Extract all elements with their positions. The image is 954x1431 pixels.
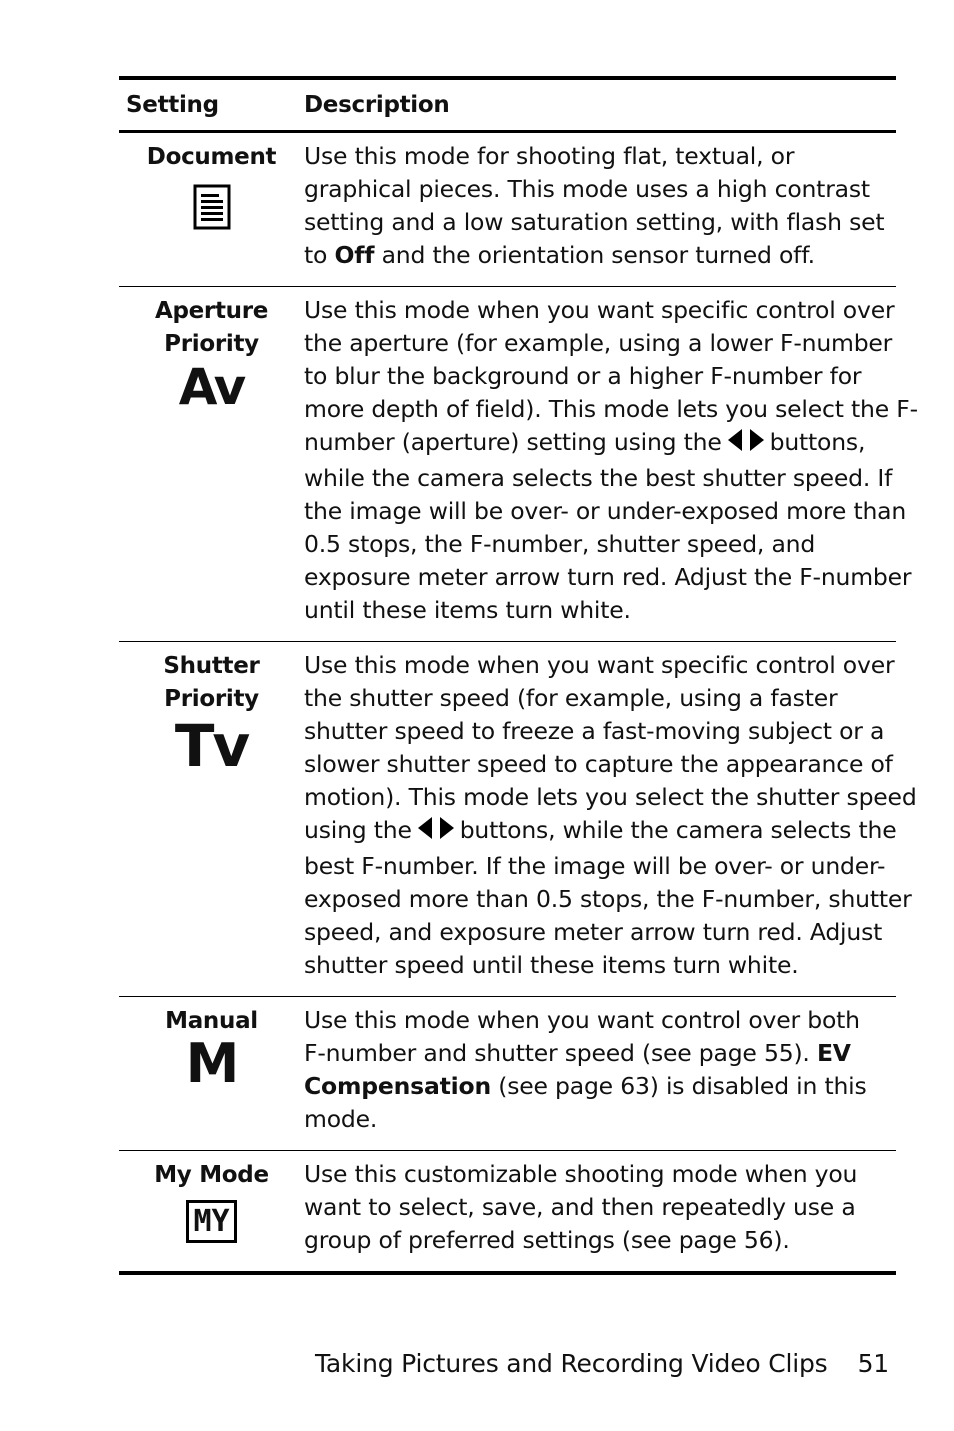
desc-line: group of preferred settings (see page 56).	[304, 1226, 790, 1254]
table-header	[119, 80, 896, 133]
desc-line: 0.5 stops, the F-number, shutter speed, and	[304, 530, 816, 558]
description-cell	[304, 642, 917, 996]
ev-term: EV	[816, 1039, 851, 1067]
setting-cell	[119, 287, 304, 641]
desc-line: Use this customizable shooting mode when you	[304, 1160, 858, 1188]
desc-line: the aperture (for example, using a lower F-number	[304, 329, 893, 357]
desc-line: exposure meter arrow turn red. Adjust the F-number	[304, 563, 912, 591]
desc-line: graphical pieces. This mode uses a high contrast	[304, 175, 870, 203]
desc-line: while the camera selects the best shutter speed. If	[304, 464, 893, 492]
desc-line: mode.	[304, 1105, 378, 1133]
left-right-arrows-icon	[726, 427, 766, 462]
desc-line	[304, 239, 896, 272]
table-row-my-mode	[119, 1150, 896, 1271]
setting-label: Aperture	[154, 298, 269, 324]
desc-line: speed, and exposure meter arrow turn red. Adjust	[304, 918, 883, 946]
settings-table	[119, 76, 918, 1275]
desc-line: shutter speed to freeze a fast-moving subject or a	[304, 717, 885, 745]
desc-line: Use this mode when you want specific control over	[304, 296, 895, 324]
table-row-shutter-priority	[119, 641, 917, 996]
manual-icon: M	[185, 1032, 238, 1095]
document-icon	[119, 184, 304, 230]
header-description: Description	[304, 92, 450, 118]
description-cell	[304, 997, 896, 1150]
table-row-document	[119, 133, 896, 286]
desc-line: Use this mode when you want control over both	[304, 1006, 860, 1034]
desc-line: slower shutter speed to capture the appearance of	[304, 750, 893, 778]
desc-text: buttons,	[769, 428, 866, 456]
setting-cell	[119, 642, 304, 996]
chapter-title: Taking Pictures and Recording Video Clips	[315, 1349, 828, 1378]
desc-text: to	[304, 241, 335, 269]
desc-text: F-number and shutter speed (see page 55).	[304, 1039, 817, 1067]
setting-cell	[119, 997, 304, 1150]
table-row-manual	[119, 996, 896, 1150]
left-right-arrows-icon	[416, 815, 456, 850]
desc-line: shutter speed until these items turn white.	[304, 951, 799, 979]
desc-text: (see page 63) is disabled in this	[490, 1072, 867, 1100]
tv-icon: Tv	[174, 712, 249, 780]
off-term: Off	[334, 241, 375, 269]
header-setting: Setting	[126, 92, 219, 118]
setting-label: Manual	[165, 1008, 258, 1034]
my-mode-icon: MY	[186, 1200, 236, 1243]
compensation-term: Compensation	[304, 1072, 491, 1100]
desc-text: using the	[304, 816, 412, 844]
page-number: 51	[857, 1349, 889, 1378]
desc-line	[304, 1037, 896, 1070]
desc-line: the shutter speed (for example, using a faster	[304, 684, 838, 712]
desc-line	[304, 1070, 896, 1103]
desc-text: number (aperture) setting using the	[304, 428, 722, 456]
desc-line: the image will be over- or under-exposed more than	[304, 497, 907, 525]
desc-line: to blur the background or a higher F-number for	[304, 362, 862, 390]
setting-cell	[119, 133, 304, 286]
setting-cell	[119, 1151, 304, 1271]
desc-line: best F-number. If the image will be over- or under-	[304, 852, 886, 880]
desc-text: buttons, while the camera selects the	[459, 816, 897, 844]
desc-line: setting and a low saturation setting, with flash set	[304, 208, 885, 236]
description-cell	[304, 287, 918, 641]
desc-text: and the orientation sensor turned off.	[374, 241, 815, 269]
my-mode-icon-wrap	[119, 1192, 304, 1243]
setting-label: Document	[146, 144, 277, 170]
description-cell	[304, 1151, 896, 1271]
setting-label: My Mode	[154, 1162, 269, 1188]
table-row-aperture-priority	[119, 286, 918, 641]
desc-line	[304, 426, 918, 462]
desc-line: want to select, save, and then repeatedly use a	[304, 1193, 856, 1221]
desc-line: exposed more than 0.5 stops, the F-number, shutter	[304, 885, 912, 913]
description-cell	[304, 133, 896, 286]
setting-label: Priority	[164, 331, 259, 357]
desc-line: until these items turn white.	[304, 596, 631, 624]
setting-label: Priority	[164, 686, 259, 712]
page-footer	[315, 1349, 889, 1378]
av-icon: Av	[178, 358, 245, 416]
desc-line: motion). This mode lets you select the shutter speed	[304, 783, 917, 811]
desc-line: more depth of field). This mode lets you select the F-	[304, 395, 918, 423]
desc-line: Use this mode when you want specific control over	[304, 651, 895, 679]
desc-line: Use this mode for shooting flat, textual, or	[304, 142, 795, 170]
desc-line	[304, 814, 917, 850]
setting-label: Shutter	[163, 653, 260, 679]
